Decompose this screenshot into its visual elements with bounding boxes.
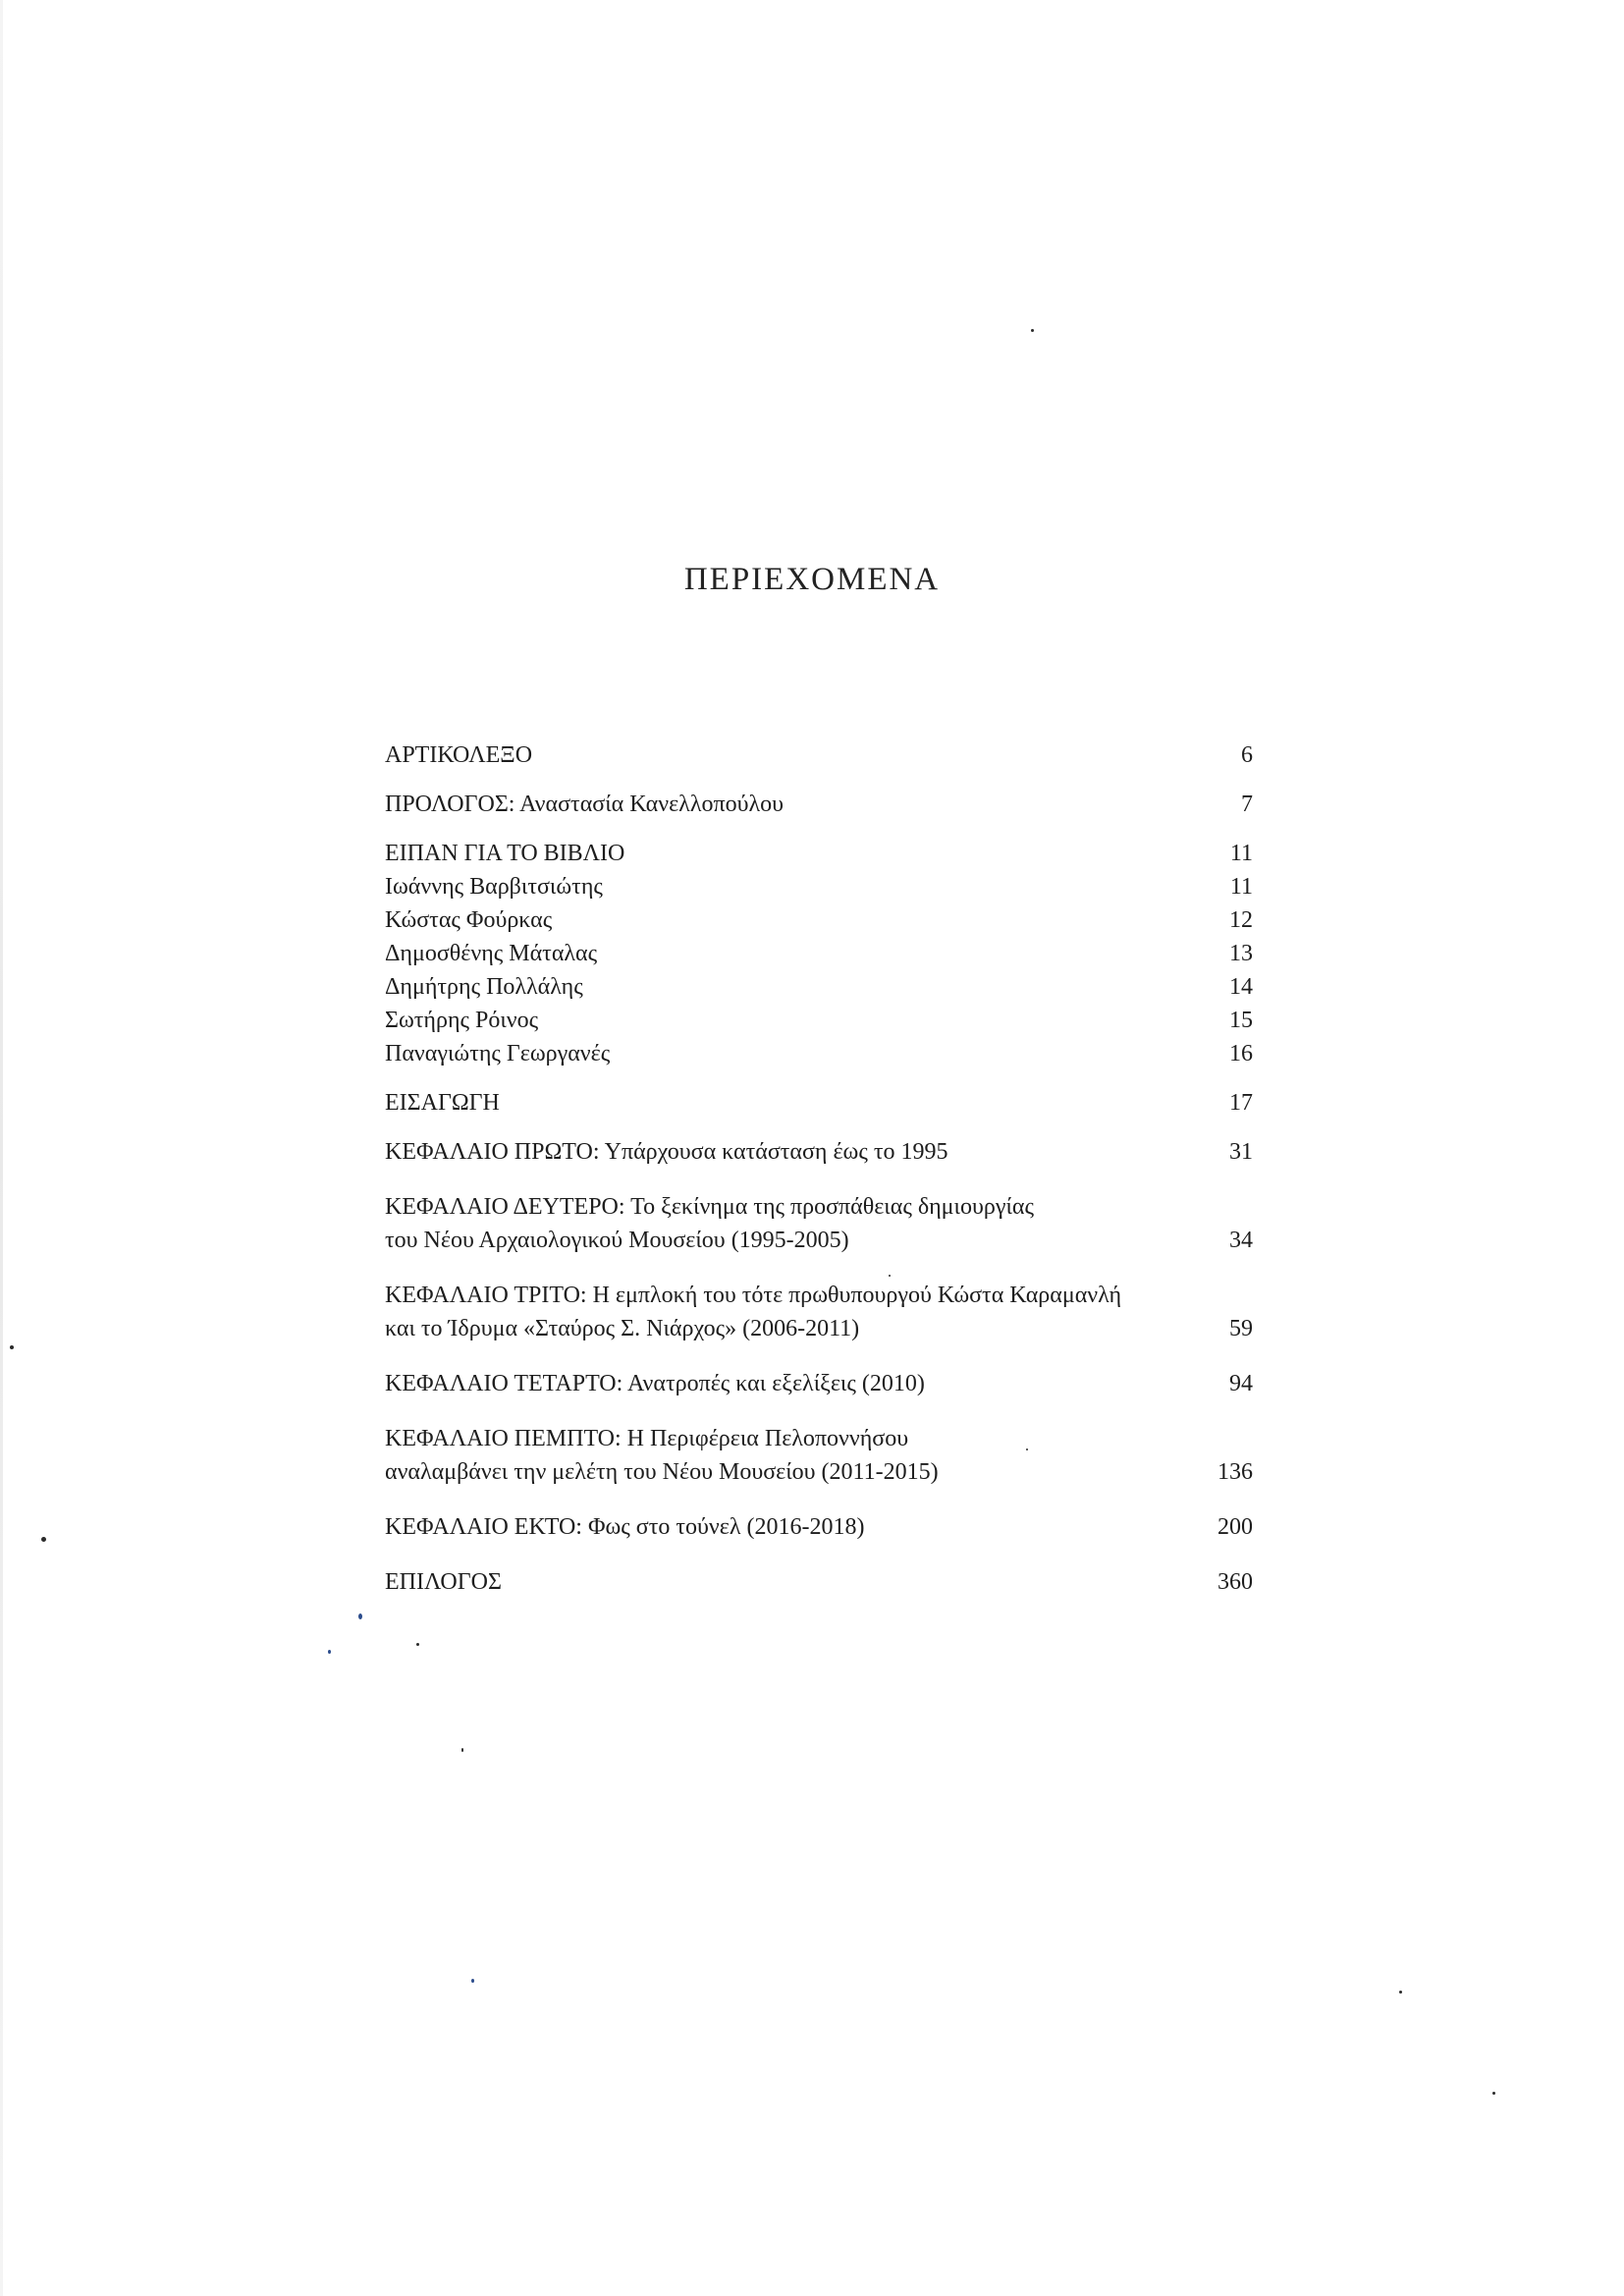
toc-entry-label: Παναγιώτης Γεωργανές <box>385 1041 611 1066</box>
page-title: ΠΕΡΙΕΧΟΜΕΝΑ <box>683 562 941 597</box>
toc-entry-label: Κώστας Φούρκας <box>385 907 553 933</box>
toc-entry-label-line: ΚΕΦΑΛΑΙΟ ΠΕΜΠΤΟ: Η Περιφέρεια Πελοποννήσου <box>385 1426 909 1451</box>
toc-entry-label: ΚΕΦΑΛΑΙΟ ΕΚΤΟ: Φως στο τούνελ (2016-2018) <box>385 1514 865 1540</box>
toc-entry <box>385 738 1253 772</box>
toc-entry-page: 12 <box>1229 907 1253 933</box>
toc-entry <box>385 1279 1253 1345</box>
scan-speck <box>1026 1449 1028 1450</box>
toc-entry <box>385 1565 1253 1599</box>
toc-entry-label: ΕΙΣΑΓΩΓΗ <box>385 1090 500 1116</box>
toc-entry <box>385 788 1253 821</box>
scan-speck <box>471 1979 474 1983</box>
toc-entry-page: 7 <box>1241 792 1253 817</box>
toc-entry-label <box>385 1279 1174 1345</box>
toc-entry-page: 360 <box>1218 1569 1253 1595</box>
toc-entry-label: Δημήτρης Πολλάλης <box>385 974 583 1000</box>
toc-entry-page: 13 <box>1229 941 1253 966</box>
toc-entry-label-line: ΚΕΦΑΛΑΙΟ ΔΕΥΤΕΡΟ: Το ξεκίνημα της προσπάθειας δημιουργίας <box>385 1194 1035 1220</box>
toc-entry-page: 200 <box>1218 1514 1253 1540</box>
scan-edge-shadow <box>0 0 3 2296</box>
toc-entry-page: 59 <box>1229 1316 1253 1341</box>
scan-speck <box>1399 1991 1402 1994</box>
toc-entry <box>385 903 1253 937</box>
toc-entry <box>385 837 1253 870</box>
toc-entry <box>385 870 1253 903</box>
toc-entry-label: ΚΕΦΑΛΑΙΟ ΠΡΩΤΟ: Υπάρχουσα κατάσταση έως το 1995 <box>385 1139 948 1165</box>
toc-entry-label <box>385 1190 1174 1257</box>
toc-entry <box>385 1367 1253 1400</box>
toc-entry-label: ΕΠΙΛΟΓΟΣ <box>385 1569 502 1595</box>
toc-entry <box>385 1510 1253 1544</box>
toc-entry-page: 17 <box>1229 1090 1253 1116</box>
toc-entry-label: ΕΙΠΑΝ ΓΙΑ ΤΟ ΒΙΒΛΙΟ <box>385 841 625 866</box>
toc-entry-page: 6 <box>1241 742 1253 768</box>
toc-entry-label-line: αναλαμβάνει την μελέτη του Νέου Μουσείου (2011-2015) <box>385 1459 939 1485</box>
scan-speck <box>1492 2092 1495 2095</box>
toc-entry-label: Ιωάννης Βαρβιτσιώτης <box>385 874 603 900</box>
toc-entry <box>385 1037 1253 1070</box>
toc-entry-label: ΚΕΦΑΛΑΙΟ ΤΕΤΑΡΤΟ: Ανατροπές και εξελίξεις (2010) <box>385 1371 925 1396</box>
scan-speck <box>1031 329 1034 332</box>
toc-entry-label <box>385 1422 1174 1489</box>
toc-entry-label: ΑΡΤΙΚΟΛΕΞΟ <box>385 742 533 768</box>
toc-entry-page: 16 <box>1229 1041 1253 1066</box>
toc-entry <box>385 970 1253 1004</box>
toc-entry-page: 94 <box>1229 1371 1253 1396</box>
scan-speck <box>889 1275 891 1277</box>
scan-speck <box>10 1345 14 1349</box>
toc-entry <box>385 1422 1253 1489</box>
toc-entry-label-line: του Νέου Αρχαιολογικού Μουσείου (1995-2005) <box>385 1228 849 1253</box>
toc-entry-label-line: και το Ίδρυμα «Σταύρος Σ. Νιάρχος» (2006-2011) <box>385 1316 860 1341</box>
toc-entry-page: 11 <box>1229 874 1253 900</box>
scan-speck <box>358 1613 362 1619</box>
toc-entry-label: ΠΡΟΛΟΓΟΣ: Αναστασία Κανελλοπούλου <box>385 792 784 817</box>
toc-entry-page: 15 <box>1229 1008 1253 1033</box>
toc-entry-label-line: ΚΕΦΑΛΑΙΟ ΤΡΙΤΟ: Η εμπλοκή του τότε πρωθυπουργού Κώστα Καραμανλή <box>385 1283 1122 1308</box>
toc-entry <box>385 1086 1253 1120</box>
table-of-contents <box>385 738 1253 1599</box>
toc-entry-page: 11 <box>1229 841 1253 866</box>
scan-speck <box>328 1650 331 1654</box>
toc-entry <box>385 937 1253 970</box>
toc-entry-page: 31 <box>1229 1139 1253 1165</box>
toc-entry <box>385 1004 1253 1037</box>
toc-entry <box>385 1135 1253 1169</box>
scan-speck <box>416 1643 419 1646</box>
toc-entry-page: 136 <box>1218 1459 1253 1485</box>
toc-entry-page: 34 <box>1229 1228 1253 1253</box>
toc-entry-page: 14 <box>1229 974 1253 1000</box>
scan-speck <box>41 1537 46 1542</box>
toc-entry-label: Σωτήρης Ρόινος <box>385 1008 539 1033</box>
toc-entry <box>385 1190 1253 1257</box>
scan-speck <box>461 1748 463 1752</box>
toc-entry-label: Δημοσθένης Μάταλας <box>385 941 598 966</box>
